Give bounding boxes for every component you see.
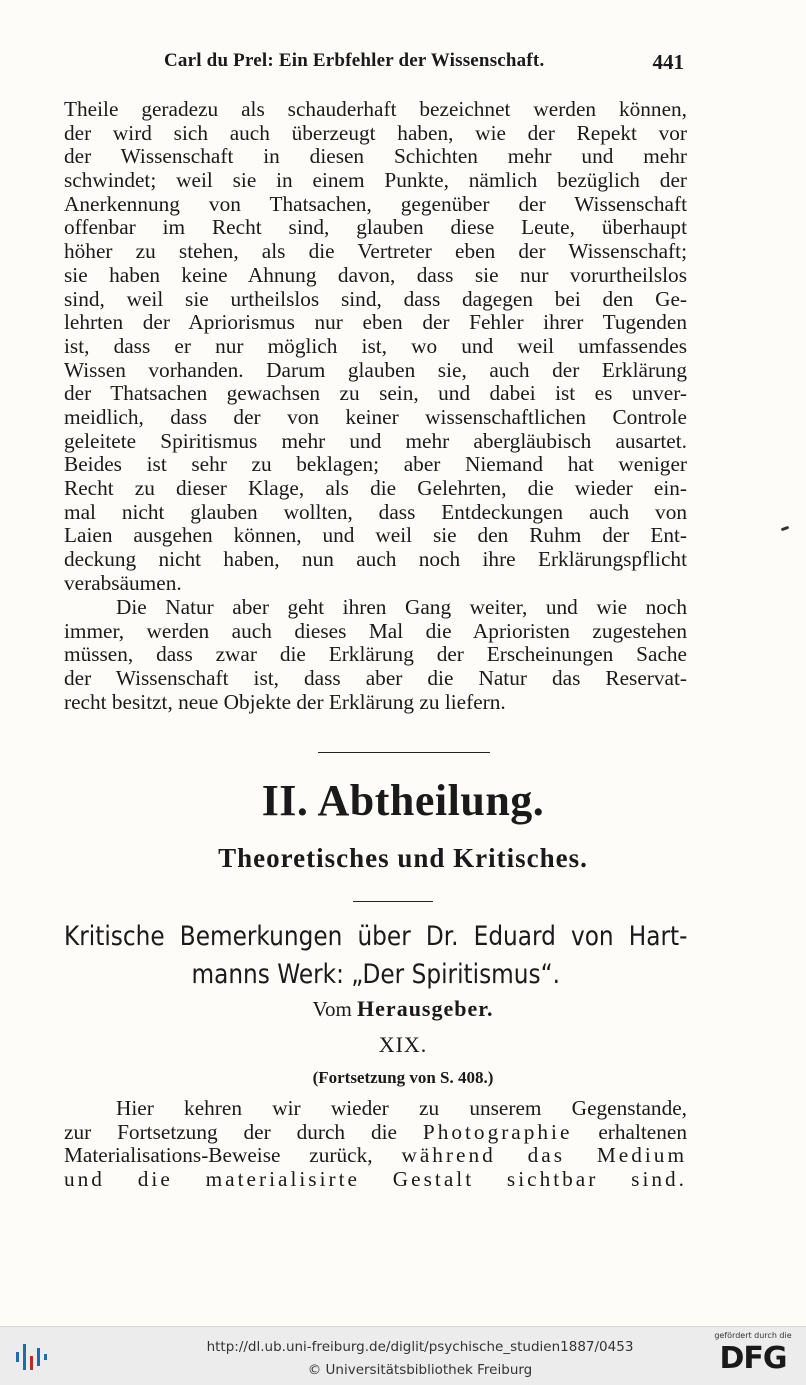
paragraph-1-line: Theile geradezu als schauderhaft bezeichnet werden können, (64, 98, 687, 121)
paragraph-1-line: der Thatsachen gewachsen zu sein, und dabei ist es unver- (64, 382, 687, 406)
section-heading: II. Abtheilung. (261, 776, 545, 825)
paragraph-1-line: schwindet; weil sie in einem Punkte, nämlich bezüglich der (64, 169, 687, 193)
paragraph-2-line: recht besitzt, neue Objekte der Erklärung zu liefern. (64, 690, 506, 714)
text-run: erhaltenen (598, 1120, 687, 1144)
continuation-note: (Fortsetzung von S. 408.) (312, 1068, 494, 1087)
paragraph-1 (64, 98, 687, 595)
funded-by-label: gefördert durch die (714, 1331, 792, 1340)
paragraph-2-line: Die Natur aber geht ihren Gang weiter, und wie noch (116, 596, 687, 619)
page-url[interactable]: http://dl.ub.uni-freiburg.de/diglit/psychische_studien1887/0453 (206, 1339, 634, 1355)
paragraph-3-line: Hier kehren wir wieder zu unserem Gegenstande, (116, 1097, 687, 1120)
article-title-line-2: manns Werk: „Der Spiritismus“. (191, 959, 561, 990)
copyright-text: © Universitätsbibliothek Freiburg (307, 1362, 533, 1378)
paragraph-3 (64, 1097, 687, 1192)
paragraph-1-line: meidlich, dass der von keiner wissenschaftlichen Controle (64, 405, 687, 429)
paragraph-1-line: offenbar im Recht sind, glauben diese Leute, überhaupt (64, 216, 687, 240)
separator-rule-middle (353, 901, 433, 902)
paragraph-2 (64, 596, 687, 714)
author-line (0, 996, 806, 1022)
paragraph-3-line: und die materialisirte Gestalt sichtbar sind. (64, 1168, 687, 1192)
paragraph-3-line (64, 1121, 687, 1145)
page-number: 441 (652, 50, 684, 74)
paragraph-1-line: Anerkennung von Thatsachen, gegenüber der Wissenschaft (64, 192, 687, 216)
paragraph-1-line: der Wissenschaft in diesen Schichten mehr und mehr (64, 145, 687, 169)
paragraph-1-line: sind, weil sie urtheilslos sind, dass dagegen bei den Ge- (64, 287, 687, 311)
paragraph-1-line: mal nicht glauben wollten, dass Entdeckungen auch von (64, 500, 687, 524)
paragraph-2-line: immer, werden auch dieses Mal die Aprioristen zugestehen (64, 619, 687, 643)
paragraph-1-line: lehrten der Apriorismus nur eben der Fehler ihrer Tugenden (64, 311, 687, 335)
paragraph-1-line: Recht zu dieser Klage, als die Gelehrten, die wieder ein- (64, 477, 687, 500)
article-title-line-1: Kritische Bemerkungen über Dr. Eduard von Hart- (64, 921, 688, 952)
spaced-phrase: während das Medium (401, 1144, 687, 1168)
text-run: Materialisations-Beweise zurück, (64, 1144, 373, 1168)
running-head-title: Carl du Prel: Ein Erbfehler der Wissenschaft. (164, 50, 545, 71)
paragraph-1-line: der wird sich auch überzeugt haben, wie der Repekt vor (64, 121, 687, 145)
text-run: zur Fortsetzung der durch die (64, 1120, 397, 1144)
paragraph-2-line: müssen, dass zwar die Erklärung der Erscheinungen Sache (64, 643, 687, 667)
paragraph-1-line: Beides ist sehr zu beklagen; aber Niemand hat weniger (64, 453, 687, 477)
paragraph-1-line: verabsäumen. (64, 571, 182, 595)
separator-rule-top (318, 752, 490, 753)
stray-ink-mark (781, 526, 790, 532)
paragraph-1-line: deckung nicht haben, nun auch noch ihre Erklärungspflicht (64, 548, 687, 572)
paragraph-1-line: Wissen vorhanden. Darum glauben sie, auch der Erklärung (64, 358, 687, 382)
paragraph-1-line: sie haben keine Ahnung davon, dass sie nur vorurtheilslos (64, 263, 687, 287)
spaced-word: Photographie (422, 1120, 573, 1144)
article-title (64, 918, 688, 994)
author-prefix: Vom (312, 997, 352, 1021)
paragraph-3-line (64, 1144, 687, 1168)
dfg-logo: DFG (719, 1341, 787, 1376)
paragraph-1-line: Laien ausgehen können, und weil sie den Ruhm der Ent- (64, 524, 687, 548)
running-head (64, 50, 684, 76)
library-logo-icon (12, 1338, 52, 1376)
paragraph-2-line: der Wissenschaft ist, dass aber die Natur das Reservat- (64, 667, 687, 691)
chapter-number: XIX. (378, 1032, 428, 1057)
paragraph-1-line: ist, dass er nur möglich ist, wo und weil umfassendes (64, 334, 687, 358)
viewer-footer (0, 1326, 806, 1385)
section-subheading: Theoretisches und Kritisches. (218, 843, 588, 873)
paragraph-1-line: höher zu stehen, als die Vertreter eben der Wissenschaft; (64, 240, 687, 264)
paragraph-1-line: geleitete Spiritismus mehr und mehr abergläubisch ausartet. (64, 429, 687, 453)
author-name: Herausgeber. (357, 996, 494, 1021)
